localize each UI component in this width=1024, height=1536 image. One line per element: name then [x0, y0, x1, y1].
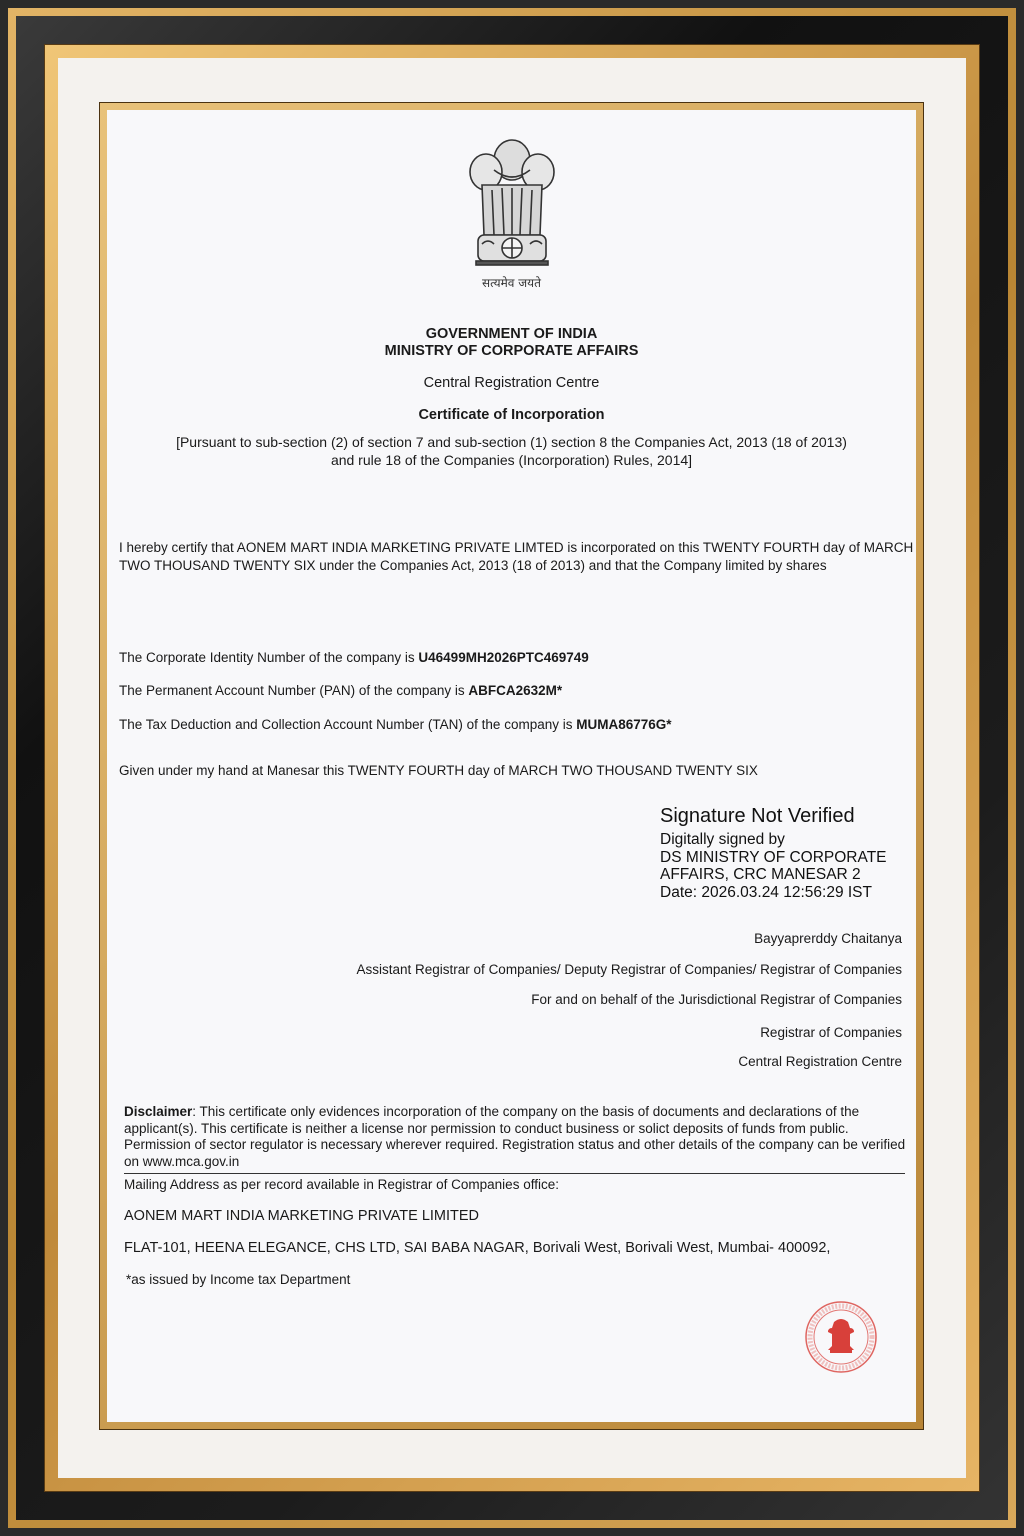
divider: [124, 1173, 905, 1174]
ashoka-emblem-icon: [462, 130, 562, 290]
tax-footnote: *as issued by Income tax Department: [126, 1272, 351, 1287]
centre-heading: Central Registration Centre: [423, 375, 600, 391]
disclaimer-text: [124, 1104, 909, 1170]
ministry-title: MINISTRY OF CORPORATE AFFAIRS: [384, 343, 639, 359]
cin-value: U46499MH2026PTC469749: [418, 650, 589, 665]
cin-label: The Corporate Identity Number of the company is: [119, 650, 419, 665]
given-under-line: Given under my hand at Manesar this TWENTY FOURTH day of MARCH TWO THOUSAND TWENTY SIX: [119, 763, 758, 778]
tan-label: The Tax Deduction and Collection Account Number (TAN) of the company is: [119, 717, 577, 732]
certification-paragraph: I hereby certify that AONEM MART INDIA MARKETING PRIVATE LIMTED is incorporated on this TWENTY FOURTH day of MARCH TWO THOUSAND TWENTY SIX under the Companies Act, 2013 (18 of 2013) and that the Company limited by shares: [119, 540, 914, 573]
signatory-designation: Assistant Registrar of Companies/ Deputy Registrar of Companies/ Registrar of Companies: [356, 962, 902, 977]
digital-signature-block: [660, 804, 887, 901]
cin-line: [119, 650, 589, 665]
emblem-motto: सत्यमेव जयते: [482, 276, 541, 290]
mailing-company: AONEM MART INDIA MARKETING PRIVATE LIMITED: [124, 1208, 480, 1224]
certificate-title: Certificate of Incorporation: [418, 407, 605, 423]
pan-line: [119, 683, 562, 698]
government-heading: [107, 326, 916, 360]
signature-line-1: Digitally signed by: [660, 831, 785, 848]
signature-line-3: AFFAIRS, CRC MANESAR 2: [660, 866, 861, 883]
signatory-behalf: For and on behalf of the Jurisdictional Registrar of Companies: [531, 992, 902, 1007]
signature-date: Date: 2026.03.24 12:56:29 IST: [660, 883, 872, 901]
certificate-paper: [107, 110, 916, 1422]
tan-value: MUMA86776G*: [576, 717, 672, 732]
pursuant-line-2: and rule 18 of the Companies (Incorporation) Rules, 2014]: [330, 452, 693, 468]
disclaimer-label: Disclaimer: [124, 1104, 193, 1119]
pan-value: ABFCA2632M*: [468, 683, 563, 698]
signatory-name: Bayyaprerddy Chaitanya: [754, 931, 902, 946]
pan-label: The Permanent Account Number (PAN) of the company is: [119, 683, 469, 698]
pursuant-clause: [107, 433, 916, 469]
mailing-address: FLAT-101, HEENA ELEGANCE, CHS LTD, SAI BABA NAGAR, Borivali West, Borivali West, Mumbai- 400092,: [124, 1240, 831, 1256]
signatory-office: Registrar of Companies: [760, 1025, 902, 1040]
pursuant-line-1: [Pursuant to sub-section (2) of section 7 and sub-section (1) section 8 the Companies Act, 2013 (18 of 2013): [176, 434, 847, 450]
disclaimer-body: : This certificate only evidences incorporation of the company on the basis of documents and declarations of the applicant(s). This certificate is neither a license nor permission to conduct business or solict deposits of funds from public. Permission of sector regulator is necessary wherever required. Registration status and other details of the company can be verified on www.mca.gov.in: [124, 1104, 906, 1169]
tan-line: [119, 717, 672, 732]
mca-seal-icon: [804, 1300, 878, 1374]
signature-line-2: DS MINISTRY OF CORPORATE: [660, 848, 887, 866]
signatory-centre: Central Registration Centre: [738, 1054, 902, 1069]
government-title: GOVERNMENT OF INDIA: [425, 326, 598, 342]
signature-status: Signature Not Verified: [660, 805, 855, 827]
mailing-heading: Mailing Address as per record available in Registrar of Companies office:: [124, 1177, 559, 1192]
